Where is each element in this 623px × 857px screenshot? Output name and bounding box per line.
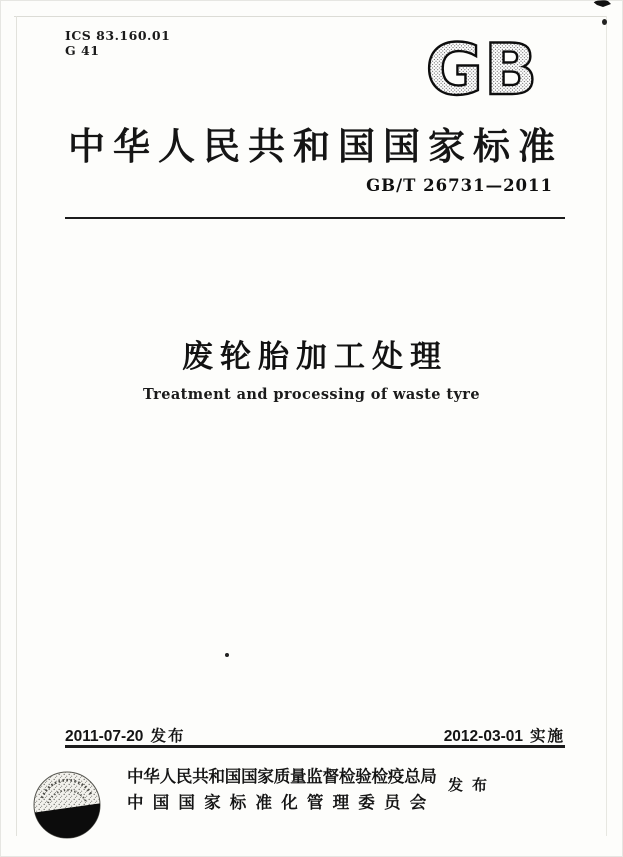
- corner-scan-mark: [591, 0, 613, 14]
- header-rule: [65, 217, 565, 219]
- gb-standard-logo-icon: [396, 28, 568, 104]
- ics-classification-block: [65, 28, 170, 58]
- issue-date-cell: [65, 724, 185, 746]
- gb-logo-text: GB: [425, 29, 539, 104]
- ics-code: ICS 83.160.01: [65, 28, 171, 43]
- circular-press-seal-icon: [28, 768, 106, 846]
- implement-date: 2012-03-01: [443, 728, 523, 745]
- implement-date-cell: [444, 724, 565, 746]
- implement-date-label: 实施: [529, 728, 565, 745]
- issue-date: 2011-07-20: [65, 728, 144, 745]
- document-title-en: Treatment and processing of waste tyre: [143, 386, 480, 403]
- dates-row: [65, 724, 565, 746]
- issue-date-label: 发布: [150, 728, 186, 745]
- issuer-line-aqsiq: 中华人民共和国国家质量监督检验检疫总局: [127, 768, 437, 786]
- classification-code: G 41: [65, 43, 100, 58]
- publish-label: 发布: [448, 777, 497, 794]
- document-title-zh: 废轮胎加工处理: [182, 339, 448, 375]
- standard-number: GB/T 26731—2011: [366, 176, 553, 195]
- issuer-block: [127, 763, 437, 813]
- scan-speck: [602, 19, 607, 25]
- national-standard-title: 中华人民共和国国家标准: [68, 124, 563, 168]
- issuer-line-sac: 中国国家标准化管理委员会: [127, 794, 436, 812]
- scan-edge-artifact: [14, 16, 606, 17]
- footer-rule: [65, 745, 565, 748]
- scan-speck: [225, 653, 229, 657]
